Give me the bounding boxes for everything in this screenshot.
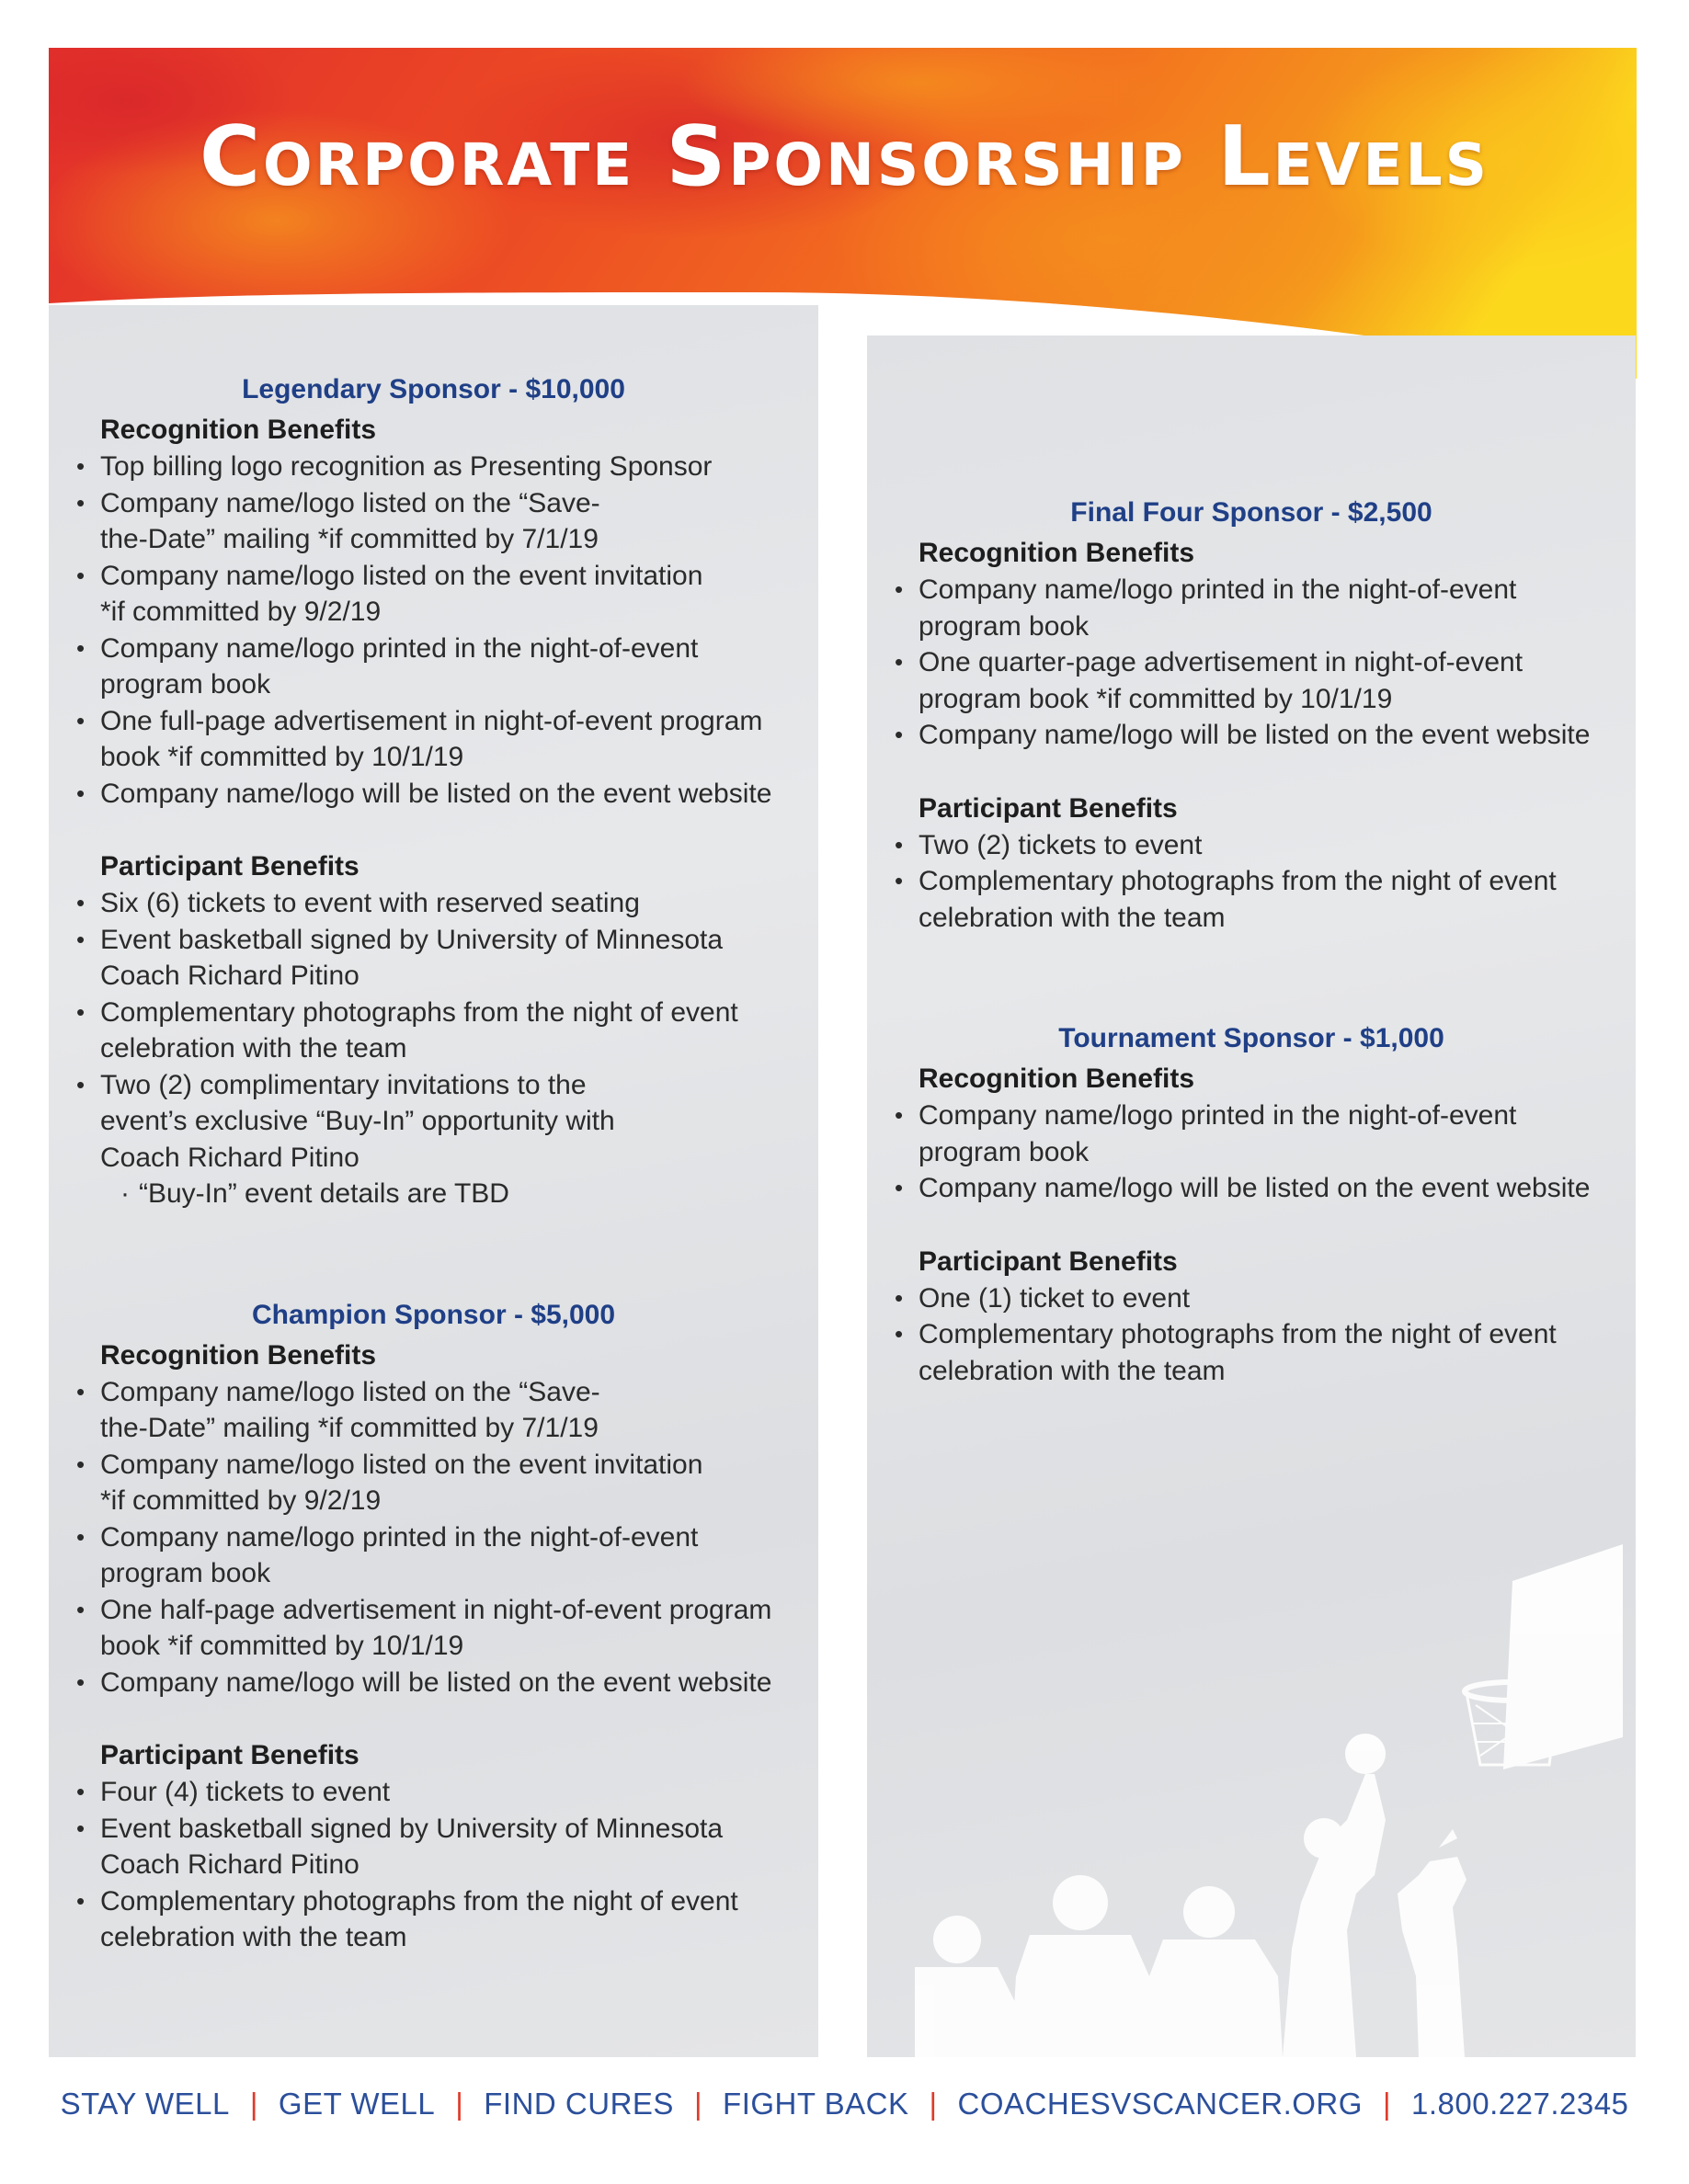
right-column (867, 495, 1636, 1389)
list-item: • Company name/logo will be listed on the event website (49, 776, 818, 813)
list-item: • One (1) ticket to event (867, 1280, 1636, 1317)
list-item: • Company name/logo listed on the “Save-the-Date” mailing *if committed by 7/1/19 (49, 1374, 818, 1447)
list-item: • One half-page advertisement in night-of-event program book *if committed by 10/1/19 (49, 1592, 818, 1665)
list-item: • Company name/logo printed in the night-of-event program book (49, 1519, 818, 1592)
list-item: • Company name/logo listed on the “Save-the-Date” mailing *if committed by 7/1/19 (49, 485, 818, 558)
participant-list (867, 1280, 1636, 1390)
recognition-list (867, 572, 1636, 754)
footer (0, 2087, 1689, 2133)
sponsor-level-tournament (867, 1020, 1636, 1389)
left-column (49, 371, 818, 1956)
participant-list (867, 827, 1636, 937)
list-item: • One quarter-page advertisement in night-of-event program book *if committed by 10/1/19 (867, 644, 1636, 717)
participant-heading: Participant Benefits (100, 1740, 359, 1770)
footer-separator: | (929, 2087, 938, 2121)
list-item: • One full-page advertisement in night-of-event program book *if committed by 10/1/19 (49, 703, 818, 776)
recognition-list (49, 1374, 818, 1701)
participant-heading: Participant Benefits (919, 1246, 1178, 1277)
footer-item-find-cures: FIND CURES (484, 2087, 674, 2121)
list-item: • Two (2) complimentary invitations to the event’s exclusive “Buy-In” opportunity with Coach Richard Pitino (49, 1067, 818, 1177)
basketball-players-silhouette-icon (915, 1544, 1636, 2057)
sponsor-title: Final Four Sponsor - $2,500 (1070, 497, 1432, 528)
participant-list (49, 1774, 818, 1956)
list-item: • Four (4) tickets to event (49, 1774, 818, 1811)
recognition-list (49, 449, 818, 812)
list-item: • Company name/logo will be listed on the event website (867, 1170, 1636, 1207)
list-item: • Event basketball signed by University of Minnesota Coach Richard Pitino (49, 1811, 818, 1883)
sponsor-level-champion (49, 1297, 818, 1956)
list-item: • Company name/logo printed in the night-of-event program book (867, 572, 1636, 644)
participant-heading: Participant Benefits (919, 792, 1178, 824)
footer-separator: | (455, 2087, 464, 2121)
footer-item-get-well: GET WELL (278, 2087, 436, 2121)
list-subitem: · “Buy-In” event details are TBD (49, 1176, 818, 1212)
recognition-heading: Recognition Benefits (100, 415, 377, 445)
list-item: • Two (2) tickets to event (867, 827, 1636, 864)
list-item: • Complementary photographs from the night of event celebration with the team (867, 1316, 1636, 1389)
sponsor-title: Tournament Sponsor - $1,000 (1058, 1023, 1444, 1053)
footer-item-stay-well: STAY WELL (60, 2087, 230, 2121)
footer-website-link[interactable]: COACHESVSCANCER.ORG (957, 2087, 1363, 2121)
recognition-heading: Recognition Benefits (919, 1064, 1195, 1094)
participant-list (49, 885, 818, 1212)
sponsor-level-final-four (867, 495, 1636, 936)
page-title: Corporate Sponsorship Levels (199, 108, 1490, 205)
list-item: • Top billing logo recognition as Presenting Sponsor (49, 449, 818, 485)
sponsor-level-legendary (49, 371, 818, 1212)
footer-separator: | (693, 2087, 703, 2121)
list-item: • Company name/logo printed in the night-of-event program book (49, 631, 818, 703)
list-item: • Company name/logo will be listed on the event website (49, 1665, 818, 1701)
sponsor-title: Legendary Sponsor - $10,000 (242, 374, 625, 404)
footer-separator: | (1382, 2087, 1392, 2121)
list-item: • Company name/logo listed on the event invitation *if committed by 9/2/19 (49, 1447, 818, 1519)
participant-heading: Participant Benefits (100, 851, 359, 882)
list-item: • Complementary photographs from the night of event celebration with the team (49, 995, 818, 1067)
list-item: • Company name/logo will be listed on the event website (867, 717, 1636, 754)
list-item: • Six (6) tickets to event with reserved seating (49, 885, 818, 922)
list-item: • Company name/logo printed in the night-of-event program book (867, 1098, 1636, 1170)
recognition-heading: Recognition Benefits (100, 1339, 377, 1371)
list-item: • Event basketball signed by University of Minnesota Coach Richard Pitino (49, 922, 818, 995)
list-item: • Company name/logo listed on the event invitation *if committed by 9/2/19 (49, 558, 818, 631)
list-item: • Complementary photographs from the night of event celebration with the team (867, 863, 1636, 936)
footer-item-fight-back: FIGHT BACK (723, 2087, 909, 2121)
footer-phone-number[interactable]: 1.800.227.2345 (1411, 2087, 1629, 2121)
list-item: • Complementary photographs from the night of event celebration with the team (49, 1883, 818, 1956)
footer-separator: | (249, 2087, 258, 2121)
sponsor-title: Champion Sponsor - $5,000 (251, 1299, 616, 1330)
recognition-heading: Recognition Benefits (919, 538, 1195, 568)
recognition-list (867, 1098, 1636, 1207)
